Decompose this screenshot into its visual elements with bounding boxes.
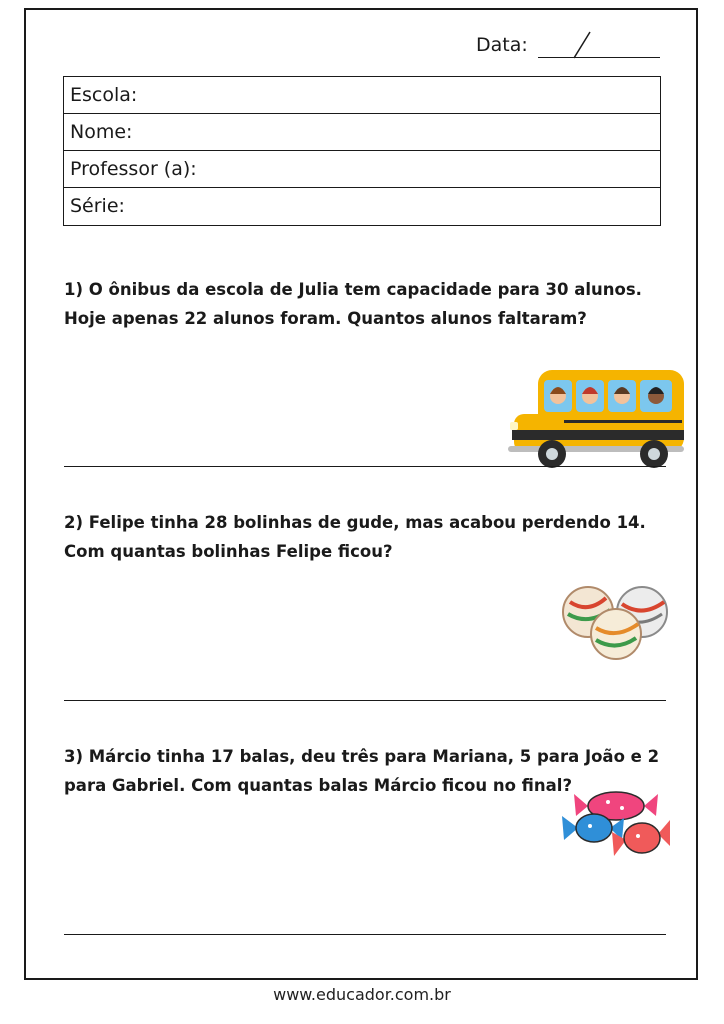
date-input-line[interactable] — [538, 57, 660, 58]
answer-line-2[interactable] — [64, 700, 666, 701]
student-info-table — [63, 76, 661, 226]
date-slash-icon — [570, 30, 594, 62]
teacher-field[interactable]: Professor (a): — [64, 151, 660, 188]
question-1: 1) O ônibus da escola de Julia tem capacidade para 30 alunos. Hoje apenas 22 alunos foram. Quantos alunos faltaram? — [64, 280, 642, 328]
answer-line-3[interactable] — [64, 934, 666, 935]
answer-line-1[interactable] — [64, 466, 666, 467]
question-2: 2) Felipe tinha 28 bolinhas de gude, mas acabou perdendo 14. Com quantas bolinhas Felipe ficou? — [64, 513, 646, 561]
marbles-icon — [560, 584, 672, 662]
candies-icon — [560, 790, 672, 866]
grade-field[interactable]: Série: — [70, 195, 125, 217]
question-3: 3) Márcio tinha 17 balas, deu três para Mariana, 5 para João e 2 para Gabriel. Com quantas balas Márcio ficou no final? — [64, 747, 660, 795]
school-field[interactable]: Escola: — [64, 77, 660, 114]
footer-url[interactable]: www.educador.com.br — [273, 985, 451, 1004]
name-field[interactable]: Nome: — [64, 114, 660, 151]
school-bus-icon — [508, 366, 688, 472]
date-label: Data: — [476, 34, 528, 56]
